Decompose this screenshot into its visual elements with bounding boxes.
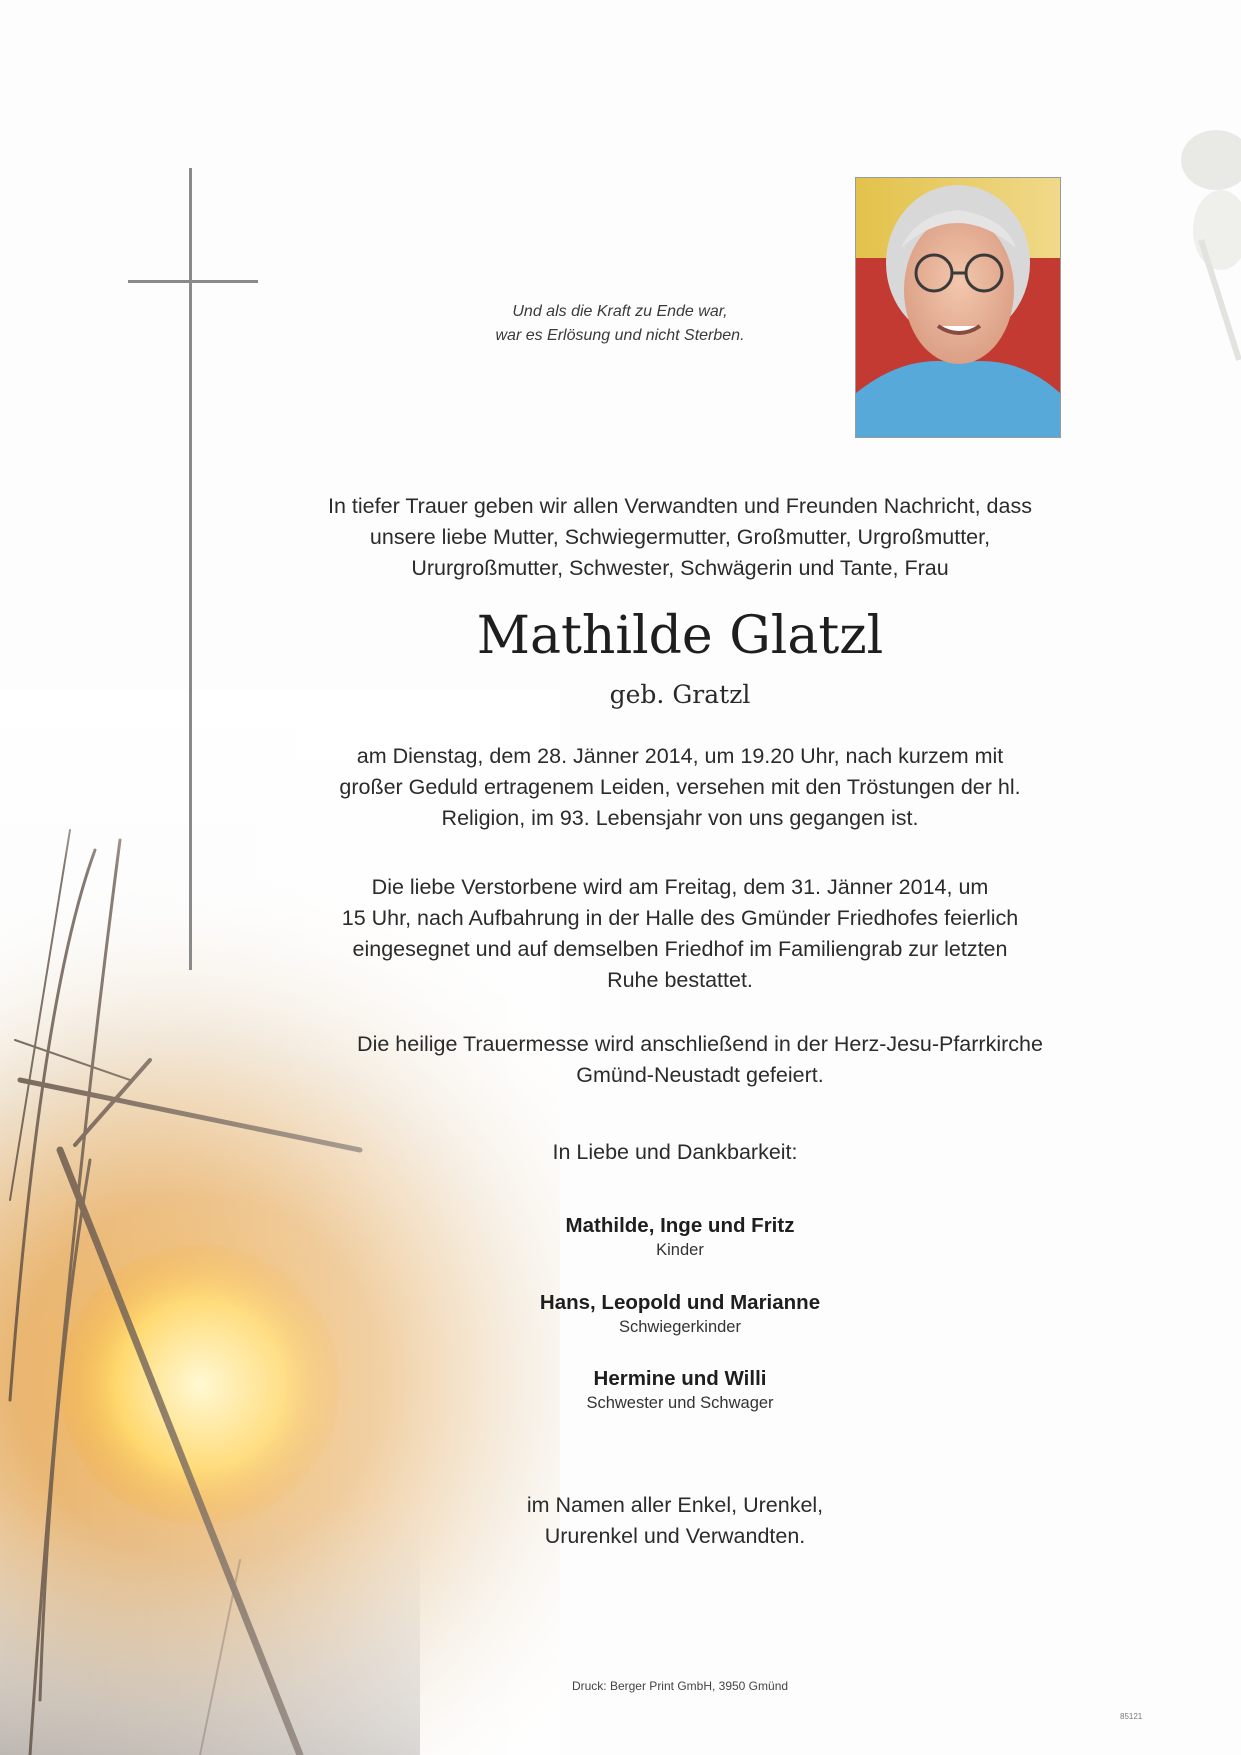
printer-credit: Druck: Berger Print GmbH, 3950 Gmünd (571, 1679, 789, 1693)
mourner-names: Hans, Leopold und Marianne (539, 1291, 821, 1314)
cross-vertical-bar (189, 168, 192, 970)
text-line: Die liebe Verstorbene wird am Freitag, dem 31. Jänner 2014, um (371, 875, 989, 899)
deceased-name: Mathilde Glatzl (476, 606, 884, 666)
mourner-group (380, 1366, 980, 1414)
mass-text (300, 1029, 1100, 1091)
flower-decoration (1161, 110, 1241, 370)
text-line: In Liebe und Dankbarkeit: (552, 1140, 798, 1164)
text-line: großer Geduld ertragenem Leiden, versehen mit den Tröstungen der hl. (339, 775, 1021, 799)
text-line: Ruhe bestattet. (607, 968, 753, 992)
death-notice-text (280, 741, 1080, 834)
print-code: 85121 (1120, 1712, 1143, 1721)
birth-name: geb. Gratzl (609, 680, 751, 709)
cross-horizontal-bar (128, 280, 258, 283)
text-line: Die heilige Trauermesse wird anschließend in der Herz-Jesu-Pfarrkirche (357, 1032, 1043, 1056)
quote-line: war es Erlösung und nicht Sterben. (495, 327, 745, 344)
text-line: eingesegnet und auf demselben Friedhof im Familiengrab zur letzten (352, 937, 1008, 961)
text-line: In tiefer Trauer geben wir allen Verwandten und Freunden Nachricht, dass (328, 494, 1032, 518)
mourner-group (380, 1290, 980, 1338)
text-line: im Namen aller Enkel, Urenkel, (526, 1493, 824, 1517)
text-line: Ururenkel und Verwandten. (544, 1524, 806, 1548)
mourner-relation: Kinder (656, 1241, 704, 1259)
text-line: unsere liebe Mutter, Schwiegermutter, Großmutter, Urgroßmutter, (369, 525, 991, 549)
funeral-text (280, 872, 1080, 996)
memorial-quote (470, 300, 770, 348)
mourner-relation: Schwester und Schwager (586, 1394, 774, 1412)
text-line: 15 Uhr, nach Aufbahrung in der Halle des Gmünder Friedhofes feierlich (341, 906, 1019, 930)
text-line: am Dienstag, dem 28. Jänner 2014, um 19.20 Uhr, nach kurzem mit (356, 744, 1004, 768)
mourner-names: Hermine und Willi (593, 1367, 767, 1390)
portrait-photo (855, 177, 1061, 438)
text-line: Gmünd-Neustadt gefeiert. (576, 1063, 824, 1087)
intro-text (280, 491, 1080, 584)
text-line: Religion, im 93. Lebensjahr von uns gegangen ist. (441, 806, 919, 830)
closing-text (275, 1137, 1075, 1168)
quote-line: Und als die Kraft zu Ende war, (512, 303, 728, 320)
family-text (275, 1490, 1075, 1552)
mourner-relation: Schwiegerkinder (619, 1318, 741, 1336)
mourner-names: Mathilde, Inge und Fritz (565, 1214, 795, 1237)
mourner-group (380, 1213, 980, 1261)
text-line: Ururgroßmutter, Schwester, Schwägerin und Tante, Frau (411, 556, 949, 580)
